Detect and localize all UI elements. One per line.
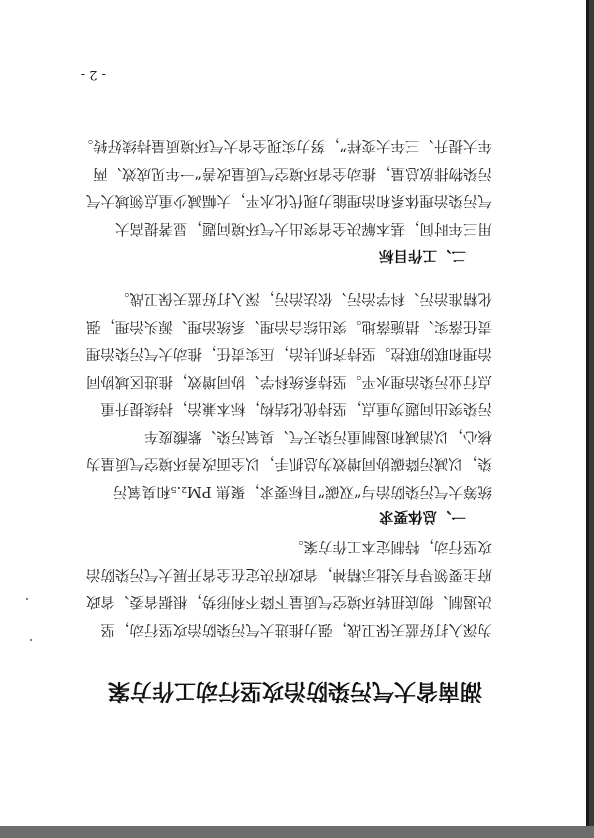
scan-border xyxy=(0,826,594,838)
scan-speck xyxy=(30,639,32,641)
section-heading-general: 一、总体要求 xyxy=(379,508,466,525)
section2-line: 年大提升、三年大变样”，努力实现全省大气环境质量持续好转。 xyxy=(78,137,492,153)
section1-line: 统筹大气污染防治与“双碳”目标要求，聚焦 PM₂.₅和臭氧污 xyxy=(112,483,492,499)
section1-line: 核心，以消减和遏制重污染天气、臭氧污染、紫酸废车 xyxy=(144,428,492,444)
section2-line: 污染物排放总量，推动全省环境空气质量改善“一年见成效、两 xyxy=(93,165,492,181)
page-number: - 2 - xyxy=(80,67,106,82)
section1-line: 染，以减污降碳协同增效为总抓手，以全面改善环境空气质量为 xyxy=(86,455,492,471)
section-heading-goals: 二、工作目标 xyxy=(379,247,466,264)
section1-line: 治理和联防联控。坚持齐抓共治，压实责任，推动大气污染治理 xyxy=(86,345,492,361)
document-title: 湖南省大气污染防治攻坚行动工作方案 xyxy=(107,678,482,704)
section1-line: 污染突出问题为重点，坚持优化结构，标本兼治，持续提升重 xyxy=(100,400,492,416)
section2-line: 用三年时间，基本解决全省突出大气环境问题，显著提高大 xyxy=(115,220,492,236)
section1-line: 点行业污染治理水平。坚持系统科学、协同增效，推进区域协同 xyxy=(86,373,492,389)
intro-line: 攻坚行动，特制定本工作方案。 xyxy=(289,538,492,554)
section1-line: 化精准治污、科学治污、依法治污，深入打好蓝天保卫战。 xyxy=(115,290,492,306)
intro-line: 决遏制、彻底扭转环境空气质量下降不利形势，根据省委、省政 xyxy=(86,593,492,609)
scan-speck xyxy=(26,598,28,600)
intro-line: 府主要领导有关批示精神，省政府决定在全省开展大气污染防治 xyxy=(86,566,492,582)
section2-line: 气污染治理体系和治理能力现代化水平，大幅减少重点领域大气 xyxy=(86,192,492,208)
intro-line: 为深入打好蓝天保卫战，强力推进大气污染防治攻坚行动，坚 xyxy=(100,621,492,637)
section1-line: 责任落实、措施落地。突出综合治理、系统治理、源头治理，强 xyxy=(86,318,492,334)
